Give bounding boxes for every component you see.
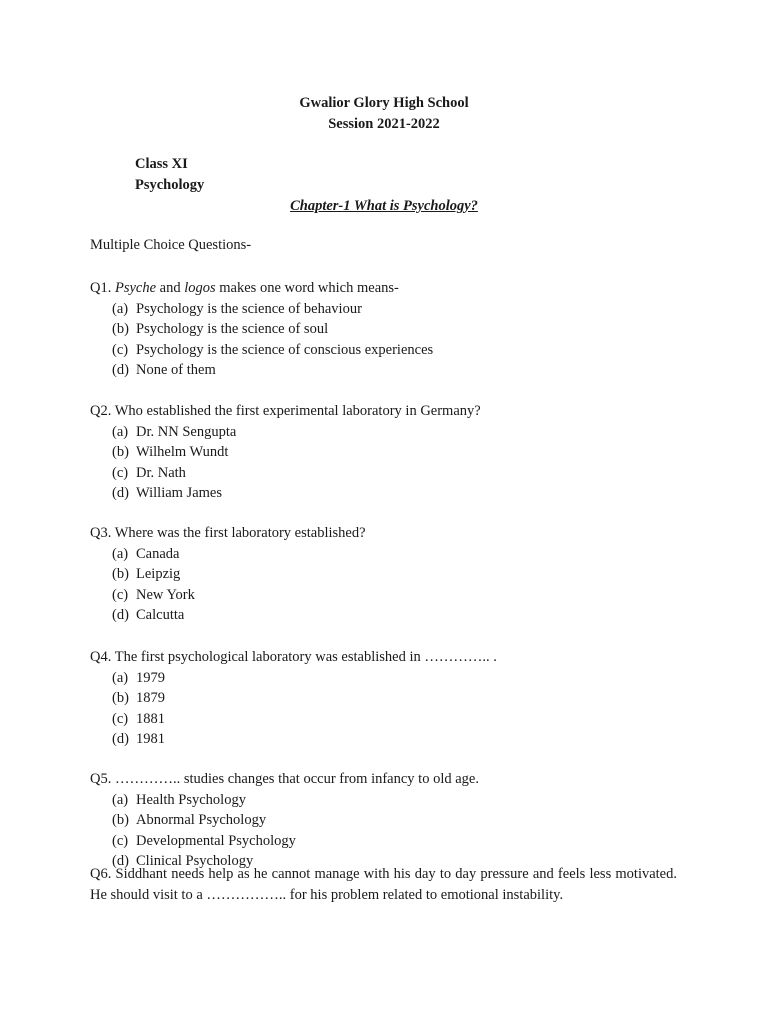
- option-a: [90, 544, 366, 565]
- question-5-text: Q5. ………….. studies changes that occur from infancy to old age.: [90, 771, 479, 787]
- option-letter: (b): [112, 444, 129, 460]
- option-letter: (c): [112, 586, 129, 603]
- question-2: [90, 401, 481, 504]
- option-a: [90, 422, 481, 443]
- question-3-text: Q3. Where was the first laboratory established?: [90, 525, 366, 541]
- option-text: Developmental Psychology: [136, 832, 296, 849]
- session-label: Session 2021-2022: [328, 116, 440, 132]
- option-letter: (d): [112, 853, 129, 869]
- option-text: Calcutta: [136, 607, 185, 623]
- option-letter: (a): [112, 300, 129, 317]
- question-3: [90, 523, 366, 626]
- option-letter: (b): [112, 690, 129, 706]
- question-1-mid: and: [156, 280, 185, 296]
- option-text: 1881: [136, 710, 165, 727]
- option-letter: (d): [112, 607, 129, 623]
- option-letter: (d): [112, 731, 129, 747]
- option-d: [90, 605, 366, 626]
- question-4: [90, 647, 497, 750]
- option-text: William James: [136, 485, 222, 501]
- option-text: Wilhelm Wundt: [136, 444, 229, 460]
- question-1: [90, 278, 433, 381]
- option-text: Dr. NN Sengupta: [136, 423, 237, 440]
- school-name: Gwalior Glory High School: [299, 95, 469, 111]
- question-1-italic-term-1: Psyche: [114, 280, 157, 296]
- option-letter: (b): [112, 812, 129, 828]
- option-b: [90, 442, 481, 463]
- option-text: Dr. Nath: [136, 464, 186, 481]
- question-1-options: [90, 299, 433, 381]
- option-c: [90, 340, 433, 361]
- option-text: 1981: [136, 731, 165, 747]
- option-c: [90, 585, 366, 606]
- question-4-text: Q4. The first psychological laboratory was established in ………….. .: [90, 649, 497, 665]
- option-text: 1879: [136, 690, 165, 706]
- option-b: [90, 319, 433, 340]
- option-letter: (c): [112, 832, 129, 849]
- option-text: None of them: [136, 362, 216, 378]
- option-d: [90, 483, 481, 504]
- question-5-options: [90, 790, 479, 872]
- option-letter: (c): [112, 341, 129, 358]
- option-a: [90, 790, 479, 811]
- question-1-prefix: Q1.: [90, 280, 115, 296]
- option-d: [90, 729, 497, 750]
- option-text: Psychology is the science of conscious experiences: [136, 341, 434, 358]
- question-2-text: Q2. Who established the first experimental laboratory in Germany?: [90, 403, 481, 419]
- option-c: [90, 463, 481, 484]
- question-2-options: [90, 422, 481, 504]
- chapter-title: Chapter-1 What is Psychology?: [290, 198, 478, 214]
- option-letter: (d): [112, 362, 129, 378]
- question-3-options: [90, 544, 366, 626]
- option-letter: (a): [112, 545, 129, 562]
- option-b: [90, 810, 479, 831]
- option-text: New York: [136, 586, 195, 603]
- option-d: [90, 360, 433, 381]
- option-letter: (a): [112, 791, 129, 808]
- option-letter: (c): [112, 464, 129, 481]
- option-a: [90, 299, 433, 320]
- option-text: Leipzig: [136, 566, 181, 582]
- option-text: Psychology is the science of behaviour: [136, 300, 362, 317]
- option-letter: (a): [112, 669, 129, 686]
- option-letter: (c): [112, 710, 129, 727]
- subject-label: Psychology: [135, 177, 205, 193]
- option-b: [90, 564, 366, 585]
- class-label: Class XI: [135, 156, 188, 172]
- section-heading: Multiple Choice Questions-: [90, 237, 252, 253]
- option-text: Abnormal Psychology: [136, 812, 267, 828]
- option-text: Psychology is the science of soul: [136, 321, 329, 337]
- option-text: Clinical Psychology: [136, 853, 254, 869]
- question-4-options: [90, 668, 497, 750]
- option-letter: (d): [112, 485, 129, 501]
- option-c: [90, 709, 497, 730]
- option-letter: (b): [112, 566, 129, 582]
- option-a: [90, 668, 497, 689]
- option-text: Health Psychology: [136, 791, 246, 808]
- question-1-italic-term-2: logos: [184, 280, 216, 296]
- question-5: [90, 769, 479, 872]
- question-1-suffix: makes one word which means-: [215, 280, 399, 296]
- question-6: [90, 864, 677, 906]
- question-1-text: [90, 278, 433, 299]
- question-6-text: Q6. Siddhant needs help as he cannot manage with his day to day pressure and feels less motivated. He should visit to a …………….. for his problem related to emotional instability.: [90, 866, 677, 903]
- option-b: [90, 688, 497, 709]
- option-c: [90, 831, 479, 852]
- option-text: Canada: [136, 545, 180, 562]
- option-letter: (b): [112, 321, 129, 337]
- option-letter: (a): [112, 423, 129, 440]
- option-text: 1979: [136, 669, 165, 686]
